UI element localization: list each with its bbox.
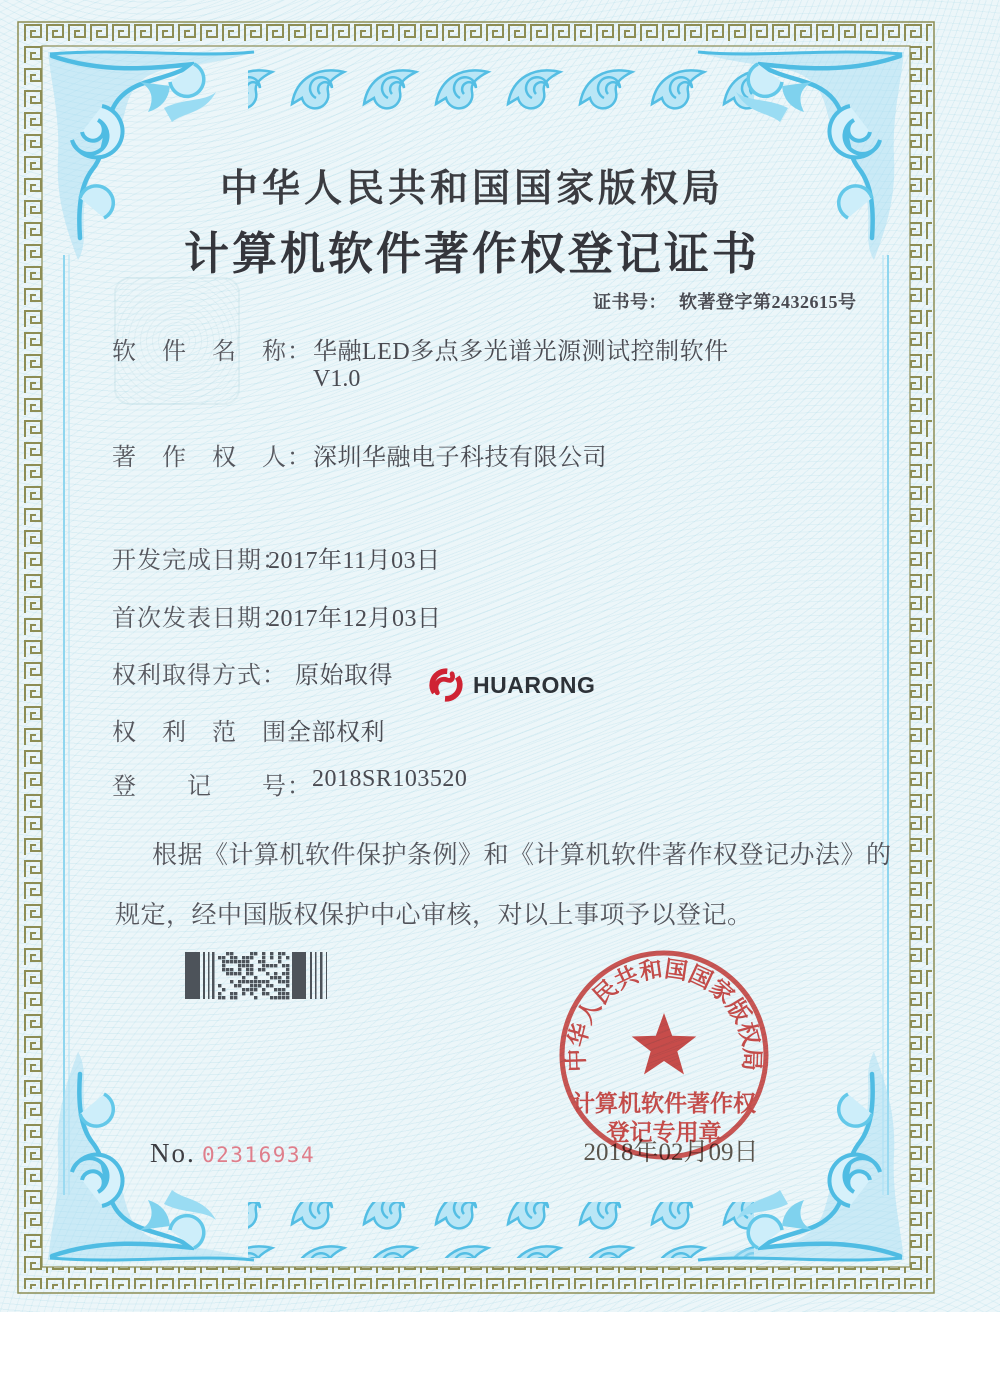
field-label: 软 件 名 称： bbox=[112, 339, 312, 365]
huarong-logo-text: HUARONG bbox=[473, 671, 596, 698]
seal-caption-line1: 计算机软件著作权 bbox=[572, 1091, 756, 1116]
field-label: 权利取得方式： bbox=[112, 663, 287, 689]
field-value: 2017年11月03日 bbox=[268, 548, 441, 574]
seal-caption-line2: 登记专用章 bbox=[606, 1120, 722, 1145]
field-row-dev-complete-date bbox=[0, 540, 1000, 576]
field-label: 开发完成日期： bbox=[112, 548, 287, 574]
certificate-title: 计算机软件著作权登记证书 bbox=[183, 229, 760, 279]
field-row-first-publish-date bbox=[0, 598, 1000, 634]
software-version: V1.0 bbox=[313, 366, 361, 392]
field-value: 全部权利 bbox=[287, 720, 385, 746]
serial-number: 02316934 bbox=[202, 1143, 316, 1167]
certificate-number-line bbox=[593, 288, 857, 314]
field-label: 首次发表日期： bbox=[112, 606, 287, 632]
field-value: 2017年12月03日 bbox=[268, 606, 442, 632]
field-row-copyright-owner bbox=[0, 437, 1000, 473]
field-label: 权 利 范 围： bbox=[112, 720, 312, 746]
authority-title: 中华人民共和国国家版权局 bbox=[219, 168, 724, 210]
body-paragraph-line1: 根据《计算机软件保护条例》和《计算机软件著作权登记办法》的 bbox=[152, 842, 892, 869]
issue-date: 2018年02月09日 bbox=[583, 1139, 759, 1166]
field-label: 著 作 权 人： bbox=[112, 445, 312, 471]
field-label: 登 记 号： bbox=[112, 774, 312, 800]
barcode-2d bbox=[185, 952, 335, 1000]
huarong-logo-icon bbox=[426, 666, 466, 704]
field-value: 2018SR103520 bbox=[312, 766, 468, 792]
huarong-logo bbox=[426, 666, 595, 704]
serial-prefix: No. bbox=[150, 1138, 196, 1168]
seal-ring-text: 中华人民共和国国家版权局 bbox=[563, 956, 765, 1073]
field-row-rights-scope bbox=[0, 712, 1000, 748]
field-value: 华融LED多点多光谱光源测试控制软件 bbox=[313, 339, 729, 365]
field-value: 原始取得 bbox=[295, 663, 393, 689]
certificate-number-label: 证书号： bbox=[593, 292, 667, 312]
body-paragraph-line2: 规定，经中国版权保护中心审核，对以上事项予以登记。 bbox=[115, 902, 753, 929]
field-value: 深圳华融电子科技有限公司 bbox=[313, 445, 607, 471]
field-row-registration-number bbox=[0, 766, 1000, 802]
field-row-software-name bbox=[0, 331, 1000, 367]
certificate-number-value: 软著登字第2432615号 bbox=[679, 292, 857, 312]
